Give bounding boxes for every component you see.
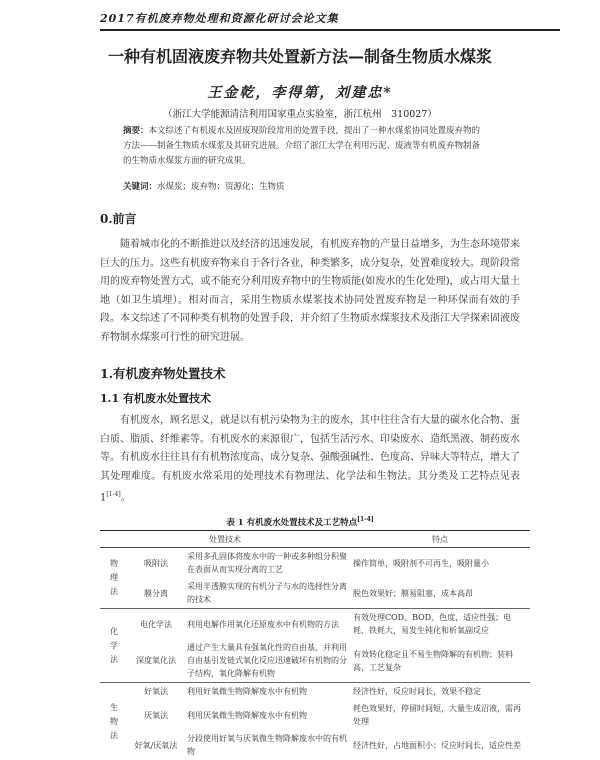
para-text-end: 。 [121, 492, 131, 503]
table-row [100, 548, 530, 579]
paper-title: 一种有机固液废弃物共处置新方法—制备生物质水煤浆 [0, 44, 600, 67]
table-caption-text: 表 1 有机废水处置技术及工艺特点 [226, 518, 357, 528]
intro-paragraph: 随着城市化的不断推进以及经济的迅速发展，有机废弃物的产量日益增多，为生态环境带来巨大的压力。这些有机废弃物来自于各行各业，种类繁多，成分复杂，处置难度较大。现阶段常用的废弃物处置方式，或不能充分利用废弃物中的生物质能(如废水的生化处理)，或占用大量土地（如卫生填埋）。相对而言，采用生物质水煤浆技术协同处置废弃物是一种环保而有效的手段。本文综述了不同种类有机物的处置手段，并介绍了生物质水煤浆技术及浙江大学探索固液废弃物制水煤浆可行性的研究进展。 [100, 236, 520, 347]
section-1-1-paragraph [100, 412, 520, 508]
abstract-label: 摘要： [123, 126, 149, 136]
col-header-feature: 特点 [350, 531, 530, 548]
author-affiliation: （浙江大学能源清洁利用国家重点实验室，浙江杭州 310027） [0, 106, 600, 120]
category-char: 法 [103, 585, 125, 599]
category-cell [100, 548, 128, 609]
section-heading-intro: 0.前言 [100, 210, 137, 227]
technique-cell: 电化学法 [128, 609, 184, 640]
category-char: 物 [103, 557, 125, 571]
keywords [123, 180, 285, 192]
process-cell: 利用厌氧微生物降解废水中有机物 [184, 700, 350, 730]
process-cell: 通过产生大量具有强氧化性的自由基，并利用自由基引发链式氧化反应迅速破坏有机物的分子结构，氧化降解有机物 [184, 639, 350, 683]
process-cell: 采用半透膜实现的有机分子与水的选择性分离的技术 [184, 578, 350, 609]
abstract-text: 本文综述了有机废水及固废现阶段常用的处置手段，提出了一种水煤浆协同处置废弃物的方法——制备生物质水煤浆及其研究进展。介绍了浙江大学在利用污泥、废液等有机废弃物制备的生物质水煤浆方面的研究成果。 [123, 126, 480, 166]
col-header-tech: 处置技术 [100, 531, 350, 548]
feature-cell: 操作简单，吸附剂不可再生，吸附量小 [350, 548, 530, 579]
table-row [100, 700, 530, 730]
category-char: 学 [103, 639, 125, 653]
running-header: 2017有机废弃物处理和资源化研讨会论文集 [100, 10, 560, 31]
table-row [100, 639, 530, 683]
feature-cell: 有效转化稳定且不易生物降解的有机物；装料高，工艺复杂 [350, 639, 530, 683]
feature-cell: 有效处理COD、BOD、色度，适应性强；电耗、铁耗大，易发生钝化和析氧副反应 [350, 609, 530, 640]
feature-cell: 脱色效果好；膜易阻塞，成本高昂 [350, 578, 530, 609]
category-cell [100, 609, 128, 683]
feature-cell: 经济性好，反应时间长，效果不稳定 [350, 683, 530, 701]
process-cell: 利用电解作用氧化还原废水中有机物的方法 [184, 609, 350, 640]
table-caption [0, 516, 600, 528]
technique-cell: 厌氧法 [128, 700, 184, 730]
treatment-table [100, 530, 530, 760]
table-row [100, 578, 530, 609]
table-row [100, 730, 530, 760]
category-char: 法 [103, 729, 125, 743]
process-cell: 采用多孔固体将废水中的一种或多种组分积聚在表面从而实现分离的工艺 [184, 548, 350, 579]
keywords-text: 水煤浆；废弃物；资源化；生物质 [157, 182, 285, 192]
technique-cell: 吸附法 [128, 548, 184, 579]
category-char: 化 [103, 625, 125, 639]
technique-cell: 膜分离 [128, 578, 184, 609]
keywords-label: 关键词： [123, 182, 157, 192]
abstract [123, 124, 483, 169]
feature-cell: 耗色效果好，停留时间短，大量生成沼液，需再处理 [350, 700, 530, 730]
subsection-heading-1-1: 1.1 有机废水处置技术 [100, 390, 211, 406]
technique-cell: 深度氧化法 [128, 639, 184, 683]
table-row [100, 683, 530, 701]
category-char: 法 [103, 653, 125, 667]
category-cell [100, 683, 128, 760]
technique-cell: 好氧法 [128, 683, 184, 701]
process-cell: 利用好氧微生物降解废水中有机物 [184, 683, 350, 701]
section-heading-1: 1.有机废弃物处置技术 [100, 364, 226, 382]
category-char: 理 [103, 571, 125, 585]
technique-cell: 好氧/厌氧法 [128, 730, 184, 760]
feature-cell: 经济性好，占地面积小；反应时间长，适应性差 [350, 730, 530, 760]
citation: [1-4] [106, 491, 120, 498]
table-caption-citation: [1-4] [357, 516, 374, 523]
para-text: 有机废水，顾名思义，就是以有机污染物为主的废水，其中往往含有大量的碳水化合物、蛋白质、脂质、纤维素等。有机废水的来源很广，包括生活污水、印染废水、造纸黑液、制药废水等。有机废水往往具有有机物浓度高、成分复杂、强酸强碱性、色度高、异味大等特点，增大了其处理难度。有机废水常采用的处理技术有物理法、化学法和生物法。其分类及工艺特点见表 1 [100, 415, 520, 503]
process-cell: 分段使用好氧与厌氧微生物降解废水中的有机物 [184, 730, 350, 760]
category-char: 物 [103, 715, 125, 729]
table-row [100, 609, 530, 640]
paper-authors: 王金乾，李得第，刘建忠* [0, 82, 600, 102]
category-char: 生 [103, 701, 125, 715]
